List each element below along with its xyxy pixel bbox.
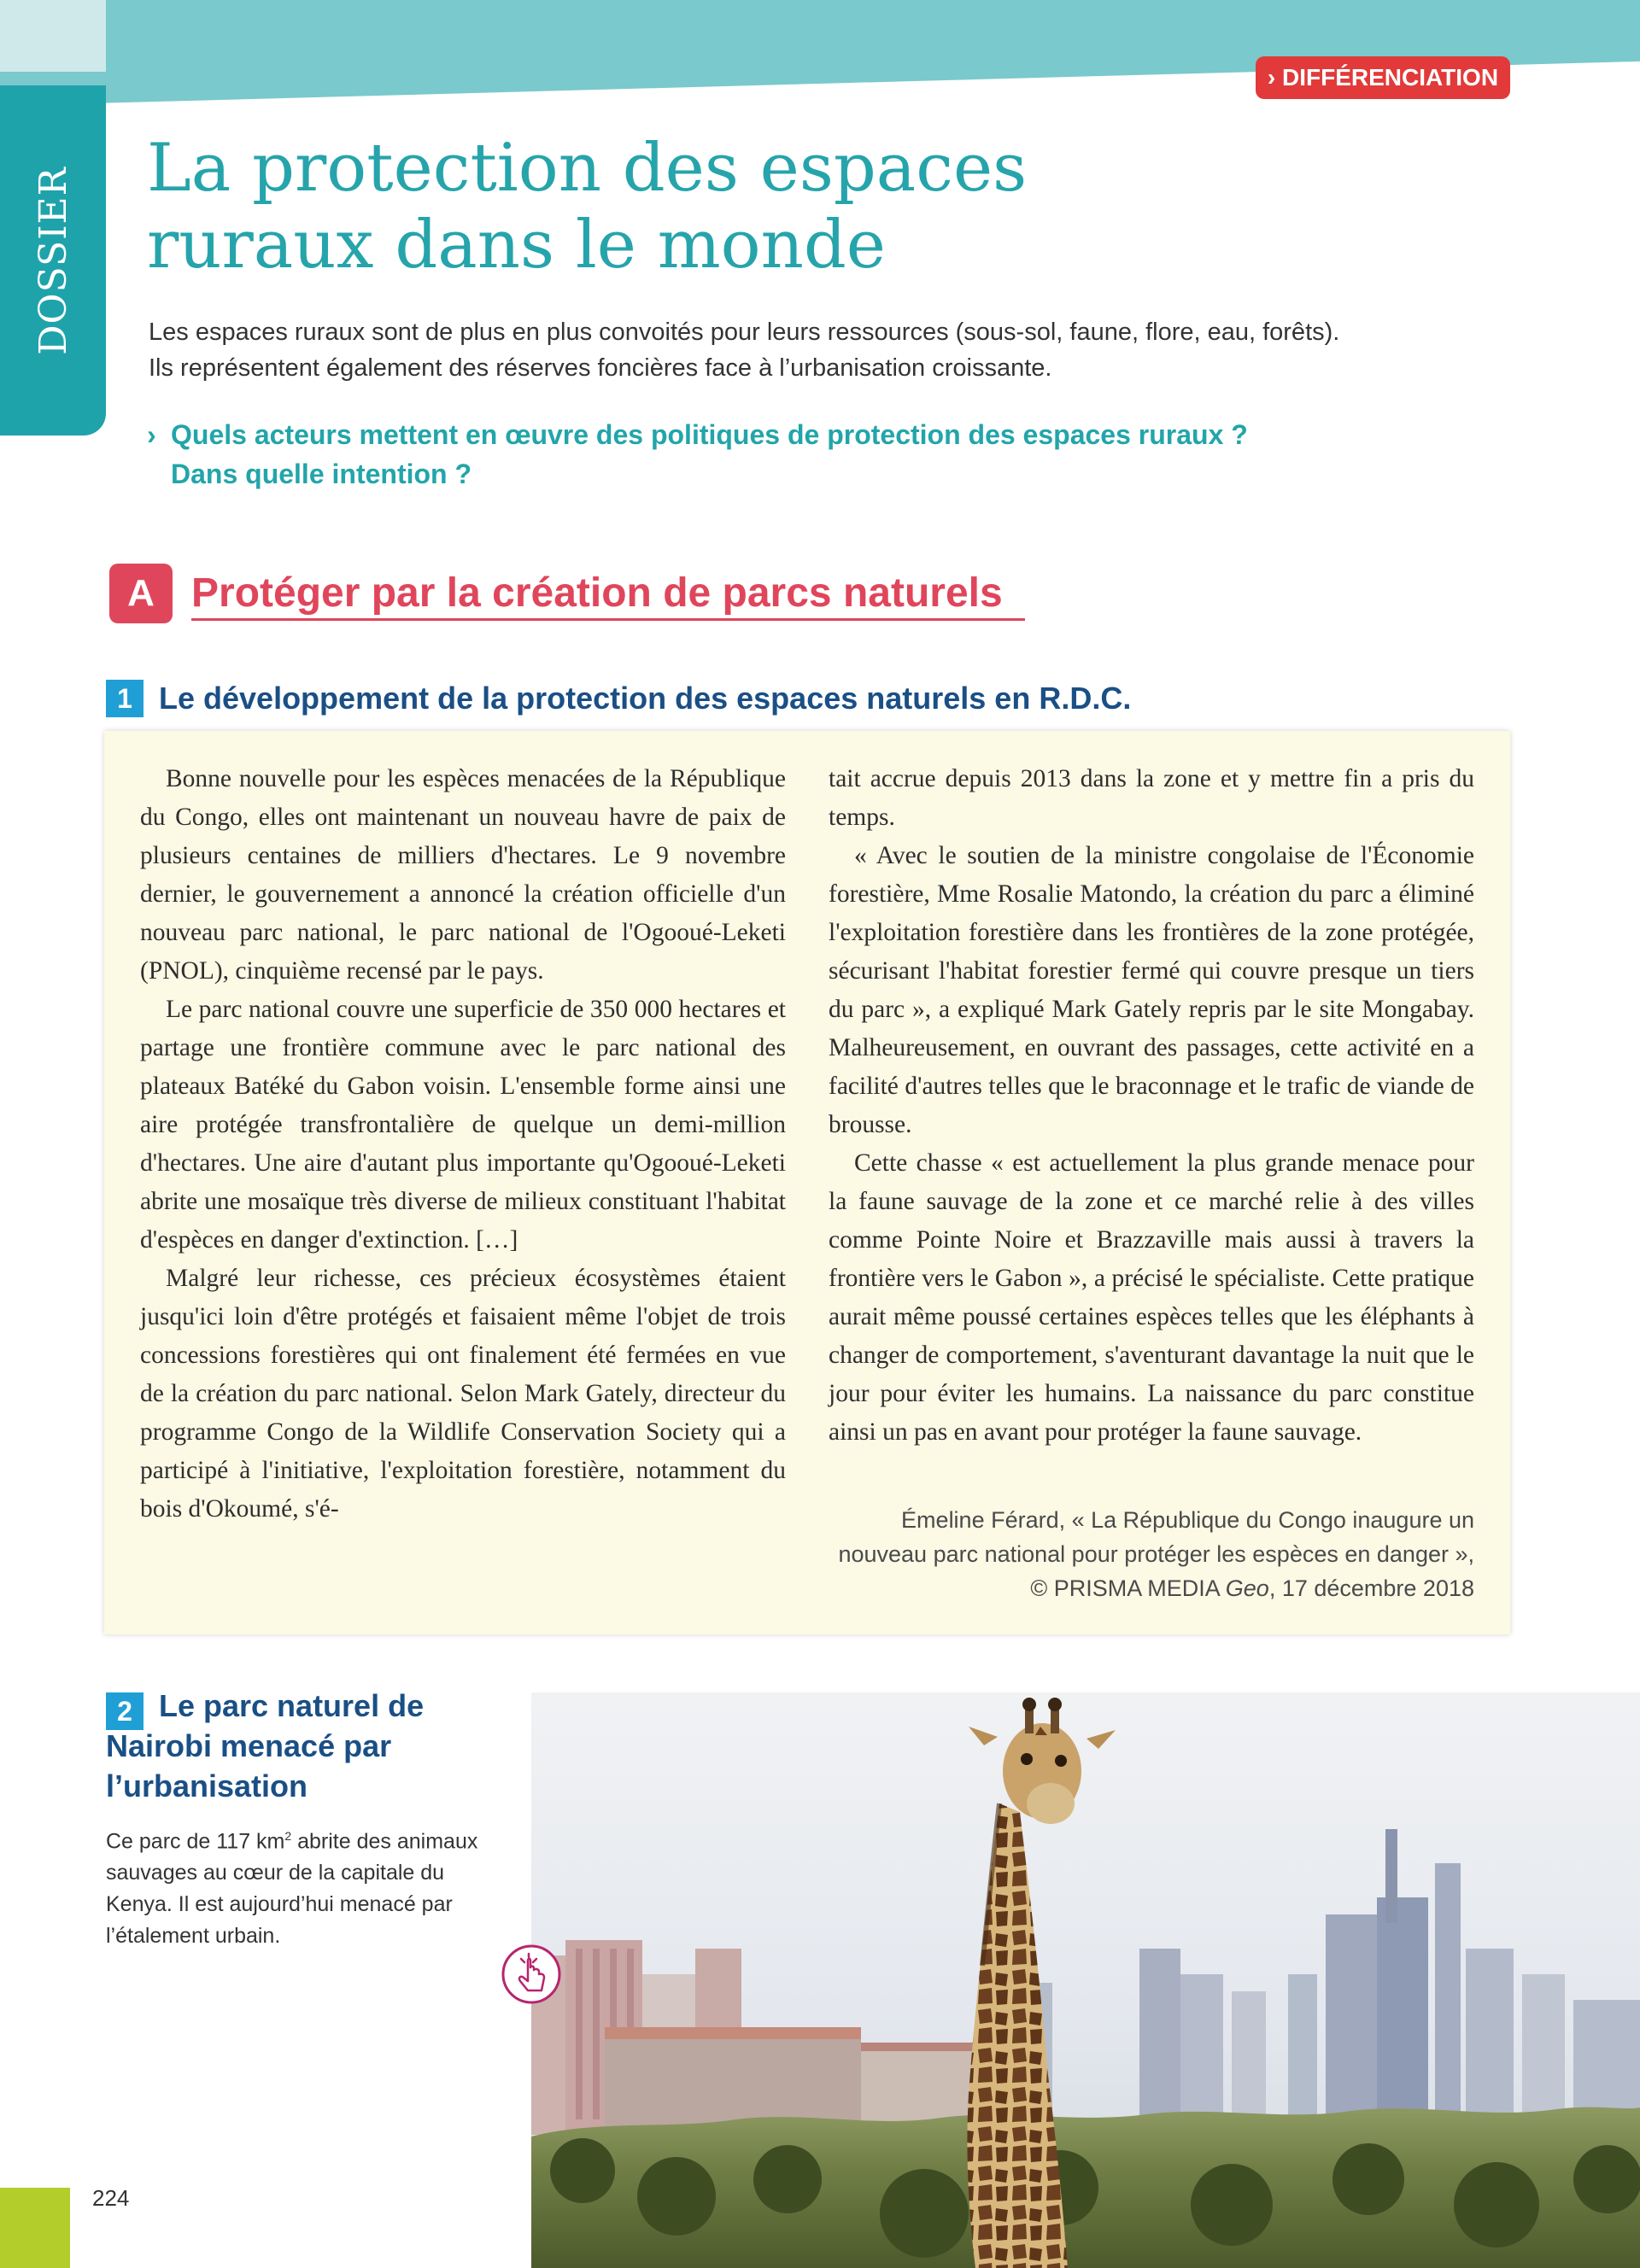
doc-2-number: 2 [106,1692,144,1730]
section-title: Protéger par la création de parcs naturels [191,570,1003,616]
doc-1-paragraph: « Avec le soutien de la ministre congolaise de l'Économie forestière, Mme Rosalie Matondo, la création du parc a éliminé l'exploitation forestière dans les frontières de la zone protégée, sécurisant l'habitat forestier fermé qui couvre presque un tiers du parc », a expliqué Mark Gately repris par le site Mongabay. Malheureusement, en ouvrant des passages, cette activité en a facilité d'autres telles que le braconnage et le trafic de viande de brousse. [829,842,1474,1138]
section-letter-badge: A [109,564,173,623]
page-title-line-2: ruraux dans le monde [147,207,886,284]
intro-line-1: Les espaces ruraux sont de plus en plus convoités pour leurs ressources (sous-sol, faune, flore, eau, forêts). [149,319,1340,346]
problem-question [147,415,1343,494]
section-title-underline [191,618,1025,621]
question-line-1: Quels acteurs mettent en œuvre des politiques de protection des espaces ruraux ? [171,419,1248,450]
intro-line-2: Ils représentent également des réserves foncières face à l’urbanisation croissante. [149,354,1052,382]
giraffe-skyline-illustration [531,1692,1640,2268]
doc-1-paragraph: Bonne nouvelle pour les espèces menacées de la République du Congo, elles ont maintenant un nouveau havre de paix de plusieurs centaines de milliers d'hectares. Le 9 novembre dernier, le gouvernement a annoncé la création officielle d'un nouveau parc national, le parc national de l'Ogooué-Leketi (PNOL), cinquième recensé par le pays. [140,765,786,985]
source-text: Émeline Férard, « La République du Congo inaugure un nouveau parc national pour protéger les espèces en danger », © PRISMA MEDIA [838,1507,1474,1601]
question-line-2: Dans quelle intention ? [171,459,472,489]
doc-1-paragraph: Cette chasse « est actuellement la plus grande menace pour la faune sauvage de la zone et ce marché relie à des villes comme Pointe Noire et Brazzaville mais aussi à travers la frontière vers le Gabon », a précisé le spécialiste. Cette pratique aurait même poussé certaines espèces telles que les éléphants à changer de comportement, s'aventurant davantage la nuit que le jour pour éviter les humains. La naissance du parc constitue ainsi un pas en avant pour protéger la faune sauvage. [829,1149,1474,1446]
intro-text [149,314,1344,386]
differenciation-badge[interactable]: › DIFFÉRENCIATION [1256,56,1510,99]
touch-icon-graphic [501,1944,562,2005]
doc-2-title: Le parc naturel de Nairobi menacé par l’urbanisation [106,1688,425,1803]
source-publication: Geo [1225,1575,1269,1601]
doc-1-column-1 [140,760,786,1529]
caption-text: Ce parc de 117 km [106,1829,285,1854]
doc-1-source [829,1503,1474,1605]
page-number: 224 [92,2185,130,2211]
caption-superscript: 2 [284,1829,292,1843]
doc-1-column-2 [829,760,1474,1452]
caption-text-end: abrite des animaux sauvages au cœur de la capitale du Kenya. Il est aujourd’hui menacé par l’étalement urbain. [106,1829,478,1949]
source-date: , 17 décembre 2018 [1268,1575,1474,1601]
dossier-tab-label-wrap [0,85,106,435]
page-title-line-1: La protection des espaces [147,130,1028,207]
doc-1-paragraph: Malgré leur richesse, ces précieux écosystèmes étaient jusqu'ici loin d'être protégés et faisaient même l'objet de trois concessions forestières qui ont finalement été fermées en vue de la création du parc national. Selon Mark Gately, directeur du programme Congo de la Wildlife Conservation Society qui a participé à l'initiative, l'exploitation forestière, notamment du bois d'Okoumé, s'é- [140,1265,786,1523]
doc-1-paragraph: Le parc national couvre une superficie de 350 000 hectares et partage une frontière commune avec le parc national des plateaux Batéké du Gabon voisin. L'ensemble forme ainsi une aire protégée transfrontalière de quelque un demi-million d'hectares. Une aire d'autant plus importante qu'Ogooué-Leketi abrite une mosaïque très diverse de milieux constituant l'habitat d'espèces en danger d'extinction. […] [140,996,786,1254]
doc-1-paragraph: tait accrue depuis 2013 dans la zone et y mettre fin a pris du temps. [829,765,1474,831]
hand-touch-icon[interactable] [501,1944,562,2005]
footer-color-block [0,2188,70,2268]
chevron-right-icon: › [147,419,156,450]
nairobi-park-photo [531,1692,1640,2268]
header-corner [0,0,106,72]
page-title [147,130,1257,284]
doc-2-title-wrap [106,1686,524,1806]
doc-1-number: 1 [106,680,144,717]
doc-1-title: Le développement de la protection des espaces naturels en R.D.C. [159,681,1132,716]
doc-2-caption [106,1821,516,1952]
dossier-tab-label: DOSSIER [31,166,75,355]
